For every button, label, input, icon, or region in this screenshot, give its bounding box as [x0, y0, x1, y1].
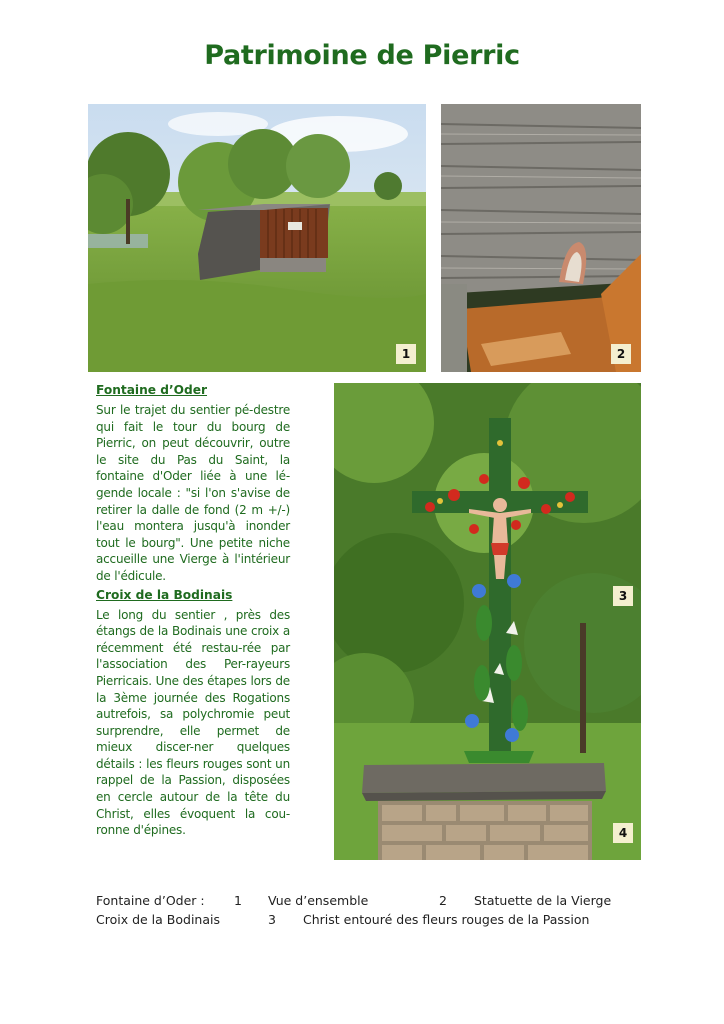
caption-label: Fontaine d’Oder :: [96, 893, 205, 908]
photo-number: 4: [613, 823, 633, 843]
page-title: Patrimoine de Pierric: [204, 40, 520, 71]
section-title-fontaine: Fontaine d’Oder: [96, 383, 208, 397]
photo-number: 2: [611, 344, 631, 364]
caption-text: Statuette de la Vierge: [474, 893, 612, 908]
photo-fontaine-overview: [88, 104, 426, 372]
caption-number: 1: [234, 893, 242, 908]
caption-number: 3: [268, 912, 276, 927]
photo-number: 1: [396, 344, 416, 364]
photo-number: 3: [613, 586, 633, 606]
text-column: [96, 382, 290, 841]
caption-text: Christ entouré des fleurs rouges de la Passion: [303, 912, 590, 927]
section-body-fontaine: Sur le trajet du sentier pé-destre qui fait le tour du bourg de Pierric, on peut découvrir, outre le site du Pas du Saint, la fontaine d'Oder liée à une lé-gende locale : "si l'on s'avise de retirer la dalle de fond (2 m +/-) l'eau montera jusqu'à inonder tout le bourg". Une petite niche accueille une Vierge à l'intérieur de l'édicule.: [96, 403, 290, 583]
section-body-croix: Le long du sentier , près des étangs de la Bodinais une croix a récemment été restau-rée par l'association des Per-rayeurs Pierricais. Une des étapes lors de la 3ème journée des Rogations autrefois, sa polychromie peut surprendre, elle permet de mieux discer-ner quelques détails : les fleurs rouges sont un rappel de la Passion, disposées en cercle autour de la tête du Christ, elles évoquent la cou-ronne d'épines.: [96, 607, 290, 838]
caption-text: Vue d’ensemble: [268, 893, 369, 908]
section-title-croix: Croix de la Bodinais: [96, 587, 233, 602]
photo-croix-bodinais: [334, 383, 641, 860]
caption-label: Croix de la Bodinais: [96, 912, 220, 927]
photo-statuette-vierge: [441, 104, 641, 372]
caption-number: 2: [439, 893, 447, 908]
